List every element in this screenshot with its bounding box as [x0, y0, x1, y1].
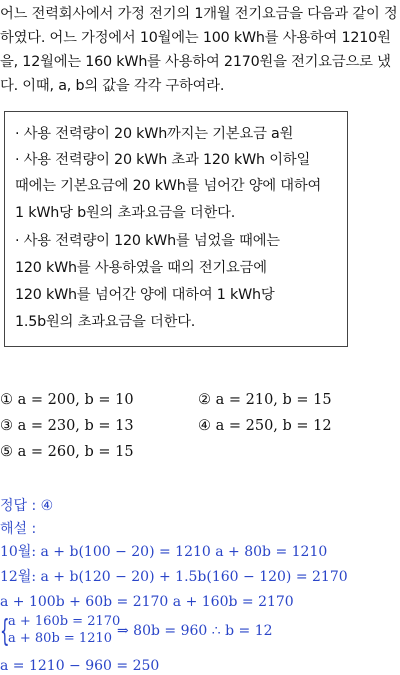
problem-line: 을, 12월에는 160 kWh를 사용하여 2170원을 전기요금으로 냈 — [0, 54, 391, 70]
rule-line: · 사용 전력량이 20 kWh까지는 기본요금 a원 — [15, 126, 294, 142]
problem-line: 어느 전력회사에서 가정 전기의 1개월 전기요금을 다음과 같이 정 — [0, 6, 398, 22]
rule-line: 1.5b원의 초과요금을 더한다. — [15, 314, 196, 330]
system-brace: { — [0, 614, 10, 649]
choice-3[interactable]: ③ a = 230, b = 13 — [0, 418, 134, 434]
system-result: ⇒ 80b = 960 ∴ b = 12 — [117, 623, 273, 639]
rule-line: 때에는 기본요금에 20 kWh를 넘어간 양에 대하여 — [15, 178, 322, 194]
problem-line: 하였다. 어느 가정에서 10월에는 100 kWh를 사용하여 1210원 — [0, 30, 391, 46]
rule-line: · 사용 전력량이 20 kWh 초과 120 kWh 이하일 — [15, 152, 311, 168]
solution-line: 12월: a + b(120 − 20) + 1.5b(160 − 120) = 2170 — [0, 569, 348, 585]
problem-line: 다. 이때, a, b의 값을 각각 구하여라. — [0, 78, 225, 94]
problem-text — [0, 2, 400, 98]
choice-2[interactable]: ② a = 210, b = 15 — [198, 392, 332, 408]
explanation-label: 해설 : — [0, 521, 37, 537]
choice-5[interactable]: ⑤ a = 260, b = 15 — [0, 444, 134, 460]
solution-line: a + 100b + 60b = 2170 a + 160b = 2170 — [0, 594, 294, 610]
choice-4[interactable]: ④ a = 250, b = 12 — [198, 418, 332, 434]
rule-line: 120 kWh를 넘어간 양에 대하여 1 kWh당 — [15, 287, 275, 303]
rule-line: 120 kWh를 사용하였을 때의 전기요금에 — [15, 260, 267, 276]
choice-1[interactable]: ① a = 200, b = 10 — [0, 392, 134, 408]
system-equation: a + 80b = 1210 — [8, 631, 113, 646]
answer-label: 정답 : ④ — [0, 498, 54, 514]
rule-line: 1 kWh당 b원의 초과요금을 더한다. — [15, 205, 236, 221]
solution-line: a = 1210 − 960 = 250 — [0, 658, 160, 674]
system-equation: a + 160b = 2170 — [8, 614, 121, 629]
pricing-rules-box — [4, 111, 348, 347]
rule-line: · 사용 전력량이 120 kWh를 넘었을 때에는 — [15, 233, 280, 249]
solution-line: 10월: a + b(100 − 20) = 1210 a + 80b = 1210 — [0, 544, 328, 560]
